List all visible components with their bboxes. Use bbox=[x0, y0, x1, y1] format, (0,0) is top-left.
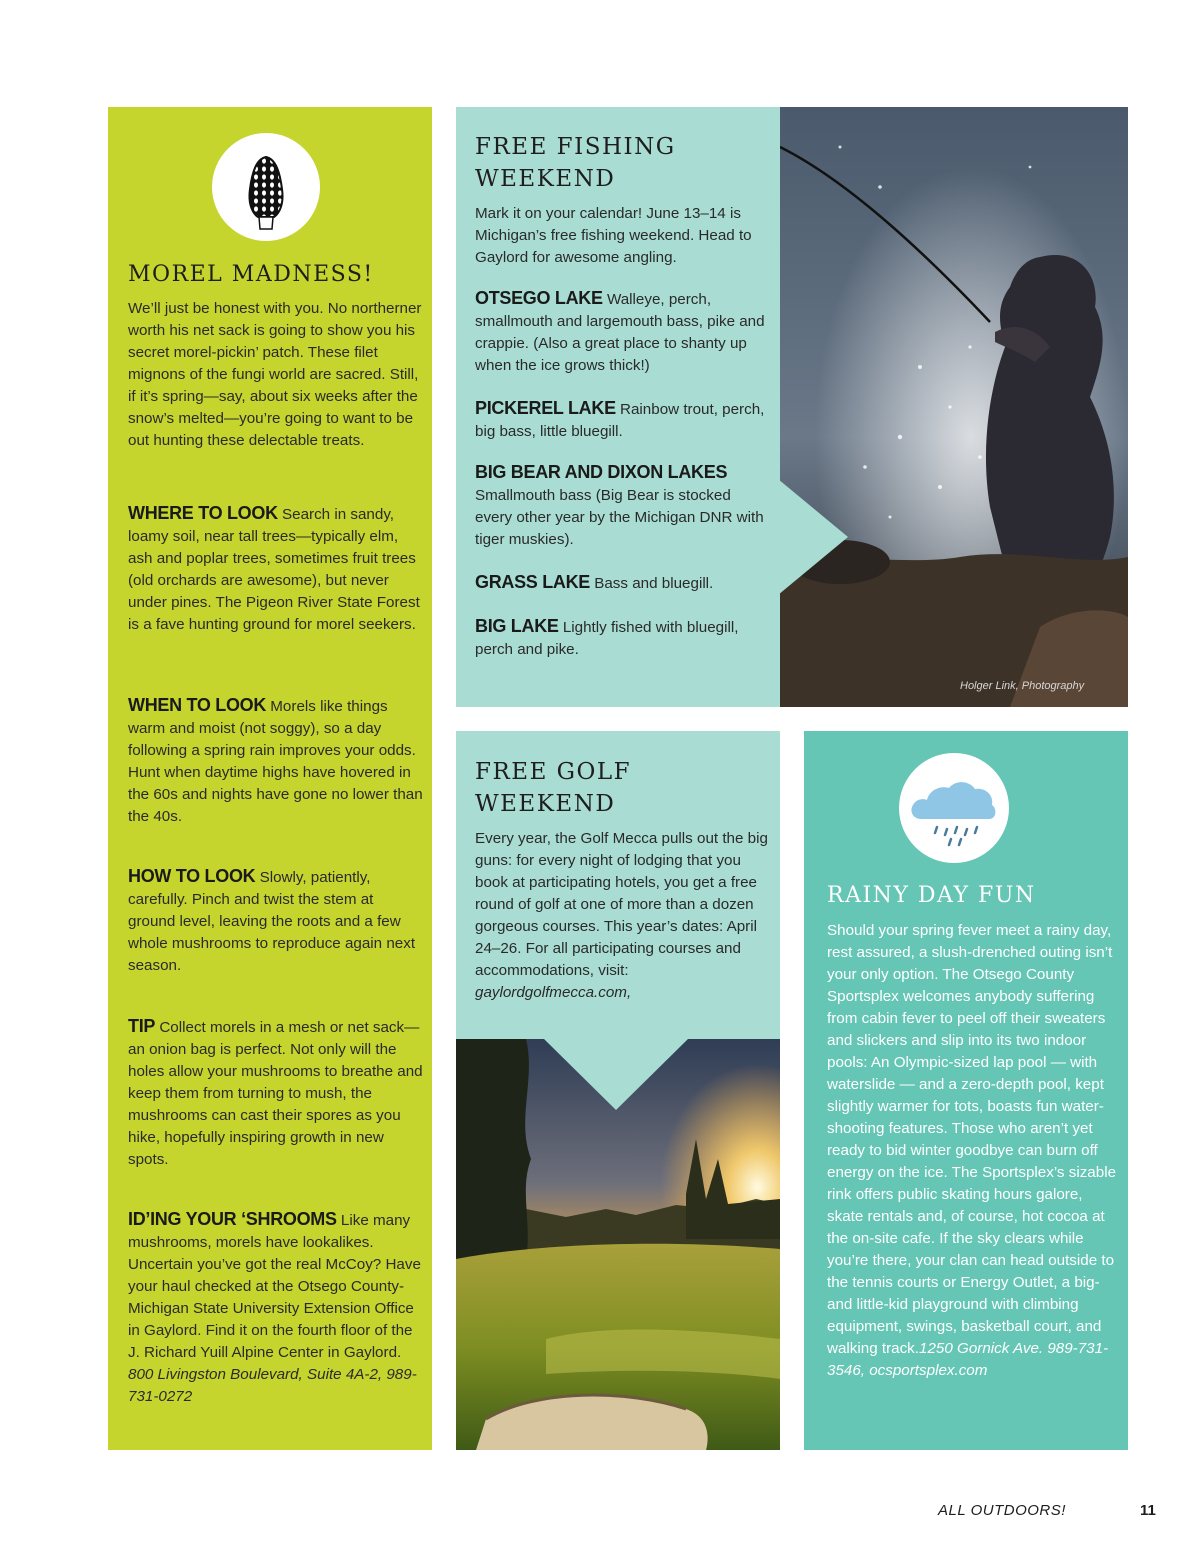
section-text: Search in sandy, loamy soil, near tall trees—typically elm, ash and poplar trees, sometimes fruit trees (old orchards are awesome), but never under pines. The Pigeon River State Forest is a fave hunting ground for morel seekers. bbox=[128, 506, 420, 633]
lake-pickerel bbox=[475, 397, 765, 443]
rainy-intro-text: Should your spring fever meet a rainy day, rest assured, a slush-drenched outing isn’t your only option. The Otsego County Sportsplex welcomes anybody suffering from cabin fever to peel off their sweaters and slickers and slip into its two indoor pools: An Olympic-sized lap pool — with waterslide — and a zero-depth pool, kept slightly warmer for tots, boasts fun water-shooting features. Those who aren’t yet ready to bid winter goodbye can burn off energy on the ice. The Sportsplex’s sizable rink offers public skating hours galore, skate rentals and, of course, hot cocoa at the on-site cafe. If the sky clears while you’re there, your clan can head outside to the tennis courts or Energy Outlet, a big- and little-kid playground with climbing equipment, swings, basketball court, and walking track. bbox=[827, 922, 1117, 1357]
golf-intro bbox=[475, 828, 770, 1004]
section-text: Like many mushrooms, morels have lookalikes. Uncertain you’ve got the real McCoy? Have your haul checked at the Otsego County-Michigan State University Extension Office in Gaylord. Find it on the fourth floor of the J. Richard Yuill Alpine Center in Gaylord. bbox=[128, 1212, 421, 1361]
section-keyword: HOW TO LOOK bbox=[128, 866, 256, 886]
lake-name: BIG BEAR AND DIXON LAKES bbox=[475, 462, 728, 482]
morel-section-tip bbox=[128, 1015, 423, 1171]
fishing-pointer-arrow bbox=[778, 479, 848, 595]
section-keyword: ID’ING YOUR ‘SHROOMS bbox=[128, 1209, 337, 1229]
free-golf-panel bbox=[456, 731, 780, 1039]
free-fishing-panel bbox=[456, 107, 780, 707]
lake-big bbox=[475, 615, 765, 661]
section-text: Slowly, patiently, carefully. Pinch and twist the stem at ground level, leaving the roots and a few whole mushrooms to reproduce again next season. bbox=[128, 869, 416, 974]
lake-fish: Bass and bluegill. bbox=[590, 575, 714, 592]
morel-section-when bbox=[128, 694, 423, 828]
section-keyword: WHEN TO LOOK bbox=[128, 695, 267, 715]
fishing-photo bbox=[780, 107, 1128, 707]
golf-link[interactable]: gaylordgolfmecca.com, bbox=[475, 984, 632, 1001]
sportsplex-contact: 1250 Gornick Ave. 989-731-3546, ocsportsplex.com bbox=[827, 1340, 1109, 1379]
golf-pointer-arrow bbox=[543, 1038, 689, 1110]
lake-name: BIG LAKE bbox=[475, 616, 559, 636]
lake-otsego bbox=[475, 287, 765, 377]
section-keyword: WHERE TO LOOK bbox=[128, 503, 278, 523]
rain-cloud-icon bbox=[899, 753, 1009, 863]
footer-section-label: ALL OUTDOORS! bbox=[938, 1502, 1066, 1519]
lake-fish: Walleye, perch, smallmouth and largemouth bass, pike and crappie. (Also a great place to shanty up when the ice grows thick!) bbox=[475, 291, 765, 374]
morel-madness-panel bbox=[108, 107, 432, 1450]
morel-section-how bbox=[128, 865, 423, 977]
morel-title: MOREL MADNESS! bbox=[128, 262, 374, 287]
lake-name: PICKEREL LAKE bbox=[475, 398, 616, 418]
section-text: Morels like things warm and moist (not soggy), so a day following a spring rain improves your odds. Hunt when daytime highs have hovered in the 60s and nights have gone no lower than the 40s. bbox=[128, 698, 423, 825]
rainy-day-panel bbox=[804, 731, 1128, 1450]
morel-intro: We’ll just be honest with you. No northerner worth his net sack is going to show you his secret morel-pickin’ patch. These filet mignons of the fungi world are sacred. Still, if it’s spring—say, about six weeks after the snow’s melted—you’re going to want to be out hunting these delectable treats. bbox=[128, 300, 422, 449]
lake-name: GRASS LAKE bbox=[475, 572, 591, 592]
golf-intro-text: Every year, the Golf Mecca pulls out the big guns: for every night of lodging that you book at participating hotels, you get a free round of golf at one of more than a dozen gorgeous courses. This year’s dates: April 24–26. For all participating courses and accommodations, visit: bbox=[475, 830, 768, 979]
lake-grass bbox=[475, 571, 765, 595]
lake-fish: Lightly fished with bluegill, perch and pike. bbox=[475, 619, 739, 658]
lake-name: OTSEGO LAKE bbox=[475, 288, 603, 308]
morel-mushroom-icon bbox=[212, 133, 320, 241]
rainy-intro bbox=[827, 920, 1119, 1382]
lake-fish: Smallmouth bass (Big Bear is stocked every other year by the Michigan DNR with tiger muskies). bbox=[475, 487, 764, 548]
rainy-title: RAINY DAY FUN bbox=[827, 883, 1036, 908]
section-text: Collect morels in a mesh or net sack—an onion bag is perfect. Not only will the holes allow your mushrooms to breathe and keep them from turning to mush, the mushrooms can cast their spores as you hike, hopefully inspiring growth in new spots. bbox=[128, 1019, 423, 1168]
page-number: 11 bbox=[1140, 1502, 1156, 1519]
section-keyword: TIP bbox=[128, 1016, 156, 1036]
office-address: 800 Livingston Boulevard, Suite 4A-2, 989-731-0272 bbox=[128, 1366, 417, 1405]
photo-credit: Holger Link, Photography bbox=[960, 680, 1085, 692]
fishing-title: FREE FISHING WEEKEND bbox=[475, 134, 676, 192]
morel-section-where bbox=[128, 502, 423, 636]
lake-big-bear-dixon bbox=[475, 461, 765, 551]
golf-title: FREE GOLF WEEKEND bbox=[475, 759, 632, 817]
fishing-intro: Mark it on your calendar! June 13–14 is Michigan’s free fishing weekend. Head to Gaylord for awesome angling. bbox=[475, 205, 752, 266]
morel-section-identify bbox=[128, 1208, 423, 1408]
lake-fish: Rainbow trout, perch, big bass, little bluegill. bbox=[475, 401, 765, 440]
